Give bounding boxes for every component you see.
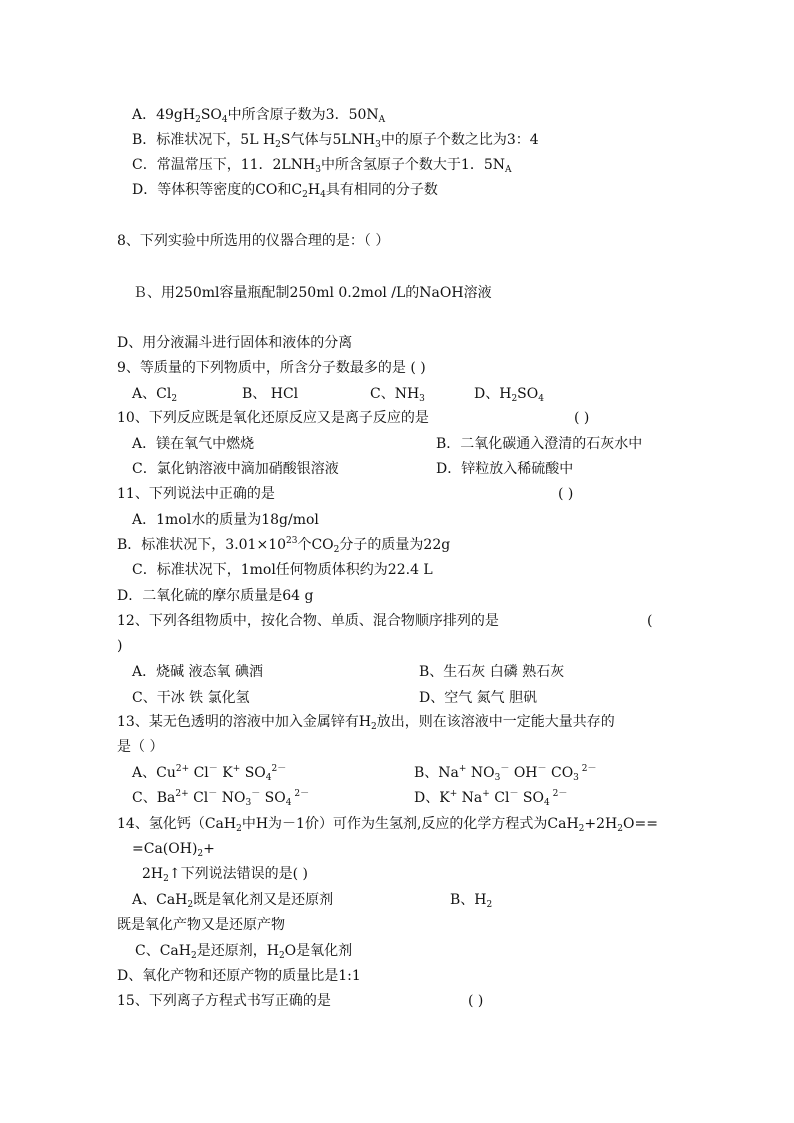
q7-option-a: A．$49gH_2SO_4$中所含原子数为3．$50N_A$	[132, 107, 386, 125]
q13-option-d: D、K+ Na+ Cl－ $SO_4$ $^{2-}$	[414, 789, 568, 808]
q10-option-a: A．镁在氧气中燃烧	[132, 436, 255, 452]
q7-option-c: C．常温常压下，11．$2LNH_3$中所含氢原子个数大于1．$5N_A$	[132, 157, 512, 175]
q10-option-d: D．锌粒放入稀硫酸中	[436, 461, 574, 477]
q8-option-d: D、用分液漏斗进行固体和液体的分离	[117, 335, 353, 351]
q10-answer-paren: ( )	[574, 410, 590, 426]
q13-stem-cont: 是（ ）	[117, 739, 164, 755]
q10-option-c: C．氯化钠溶液中滴加硝酸银溶液	[132, 461, 339, 477]
q12-answer-paren-open: (	[647, 613, 653, 629]
q12-stem: 12、下列各组物质中，按化合物、单质、混合物顺序排列的是	[117, 613, 499, 629]
q8-stem: 8、下列实验中所选用的仪器合理的是：（ ）	[117, 233, 390, 249]
q14-option-b-cont: 既是氧化产物又是还原产物	[117, 917, 285, 933]
q10-stem: 10、下列反应既是氧化还原反应又是离子反应的是	[117, 410, 429, 426]
q9-option-b: B、 HCl	[242, 386, 299, 402]
q9-option-a: A、$Cl_2$	[132, 386, 178, 404]
q14-equation-cont: $=Ca(OH)_2+$	[132, 841, 215, 859]
q14-option-b: B、$H_2$	[450, 892, 493, 910]
q8-option-b: Ｂ、用250ml容量瓶配制250ml 0.2mol /L的NaOH溶液	[133, 285, 492, 301]
q12-option-a: A．烧碱 液态氧 碘酒	[132, 664, 264, 680]
q7-option-d: D．等体积等密度的CO和$C_2H_4$具有相同的分子数	[132, 182, 438, 200]
q13-option-c: C、$Ba^{2+}$ Cl－ $NO_3^-$ $SO_4$ $^{2-}$	[132, 789, 310, 808]
q15-answer-paren: ( )	[468, 993, 484, 1009]
q13-option-a: A、$Cu^{2+}$ Cl－ K+ $SO_4^{2-}$	[132, 764, 287, 783]
q11-option-c: C．标准状况下，1mol任何物质体积约为22.4 L	[132, 562, 433, 578]
q12-option-c: C、干冰 铁 氯化氢	[132, 690, 250, 706]
q11-answer-paren: ( )	[558, 486, 574, 502]
q10-option-b: B．二氧化碳通入澄清的石灰水中	[436, 436, 643, 452]
q9-stem: 9、等质量的下列物质中，所含分子数最多的是 ( )	[117, 360, 426, 376]
q13-option-b: B、Na+ $NO_3^-$ OH－ $CO_3$ $^{2-}$	[414, 764, 597, 783]
q12-answer-paren-close: )	[117, 638, 123, 654]
q12-option-d: D、空气 氮气 胆矾	[419, 690, 538, 706]
q12-option-b: B、生石灰 白磷 熟石灰	[419, 664, 565, 680]
q15-stem: 15、下列离子方程式书写正确的是	[117, 993, 331, 1009]
q11-option-d: D．二氧化硫的摩尔质量是64 g	[117, 588, 314, 604]
q14-option-c: C、CaH$_2$是还原剂，$H_2O$是氧化剂	[135, 943, 353, 961]
q11-option-b: B．标准状况下，$3.01\times 10^{23}$个$CO_2$分子的质量为22g	[117, 536, 451, 555]
q11-stem: 11、下列说法中正确的是	[117, 486, 275, 502]
q14-stem: 14、氢化钙（CaH$_2$中H为－1价）可作为生氢剂,反应的化学方程式为$CaH_2+2H_2O==$	[117, 816, 658, 834]
q11-option-a: A．1mol水的质量为18g/mol	[132, 512, 319, 528]
q7-option-b: B．标准状况下，5L $H_2S$气体与$5LNH_3$中的原子个数之比为3：4	[132, 132, 539, 150]
q9-option-d: D、$H_2SO_4$	[474, 386, 544, 404]
q14-question: $2H_2↑$下列说法错误的是( )	[142, 866, 308, 884]
q14-option-a: A、CaH$_2$既是氧化剂又是还原剂	[132, 892, 334, 910]
q9-option-c: C、$NH_3$	[370, 386, 425, 404]
q13-stem: 13、某无色透明的溶液中加入金属锌有$H_2$放出，则在该溶液中一定能大量共存的	[117, 714, 615, 732]
q14-option-d: D、氧化产物和还原产物的质量比是1:1	[117, 968, 361, 984]
